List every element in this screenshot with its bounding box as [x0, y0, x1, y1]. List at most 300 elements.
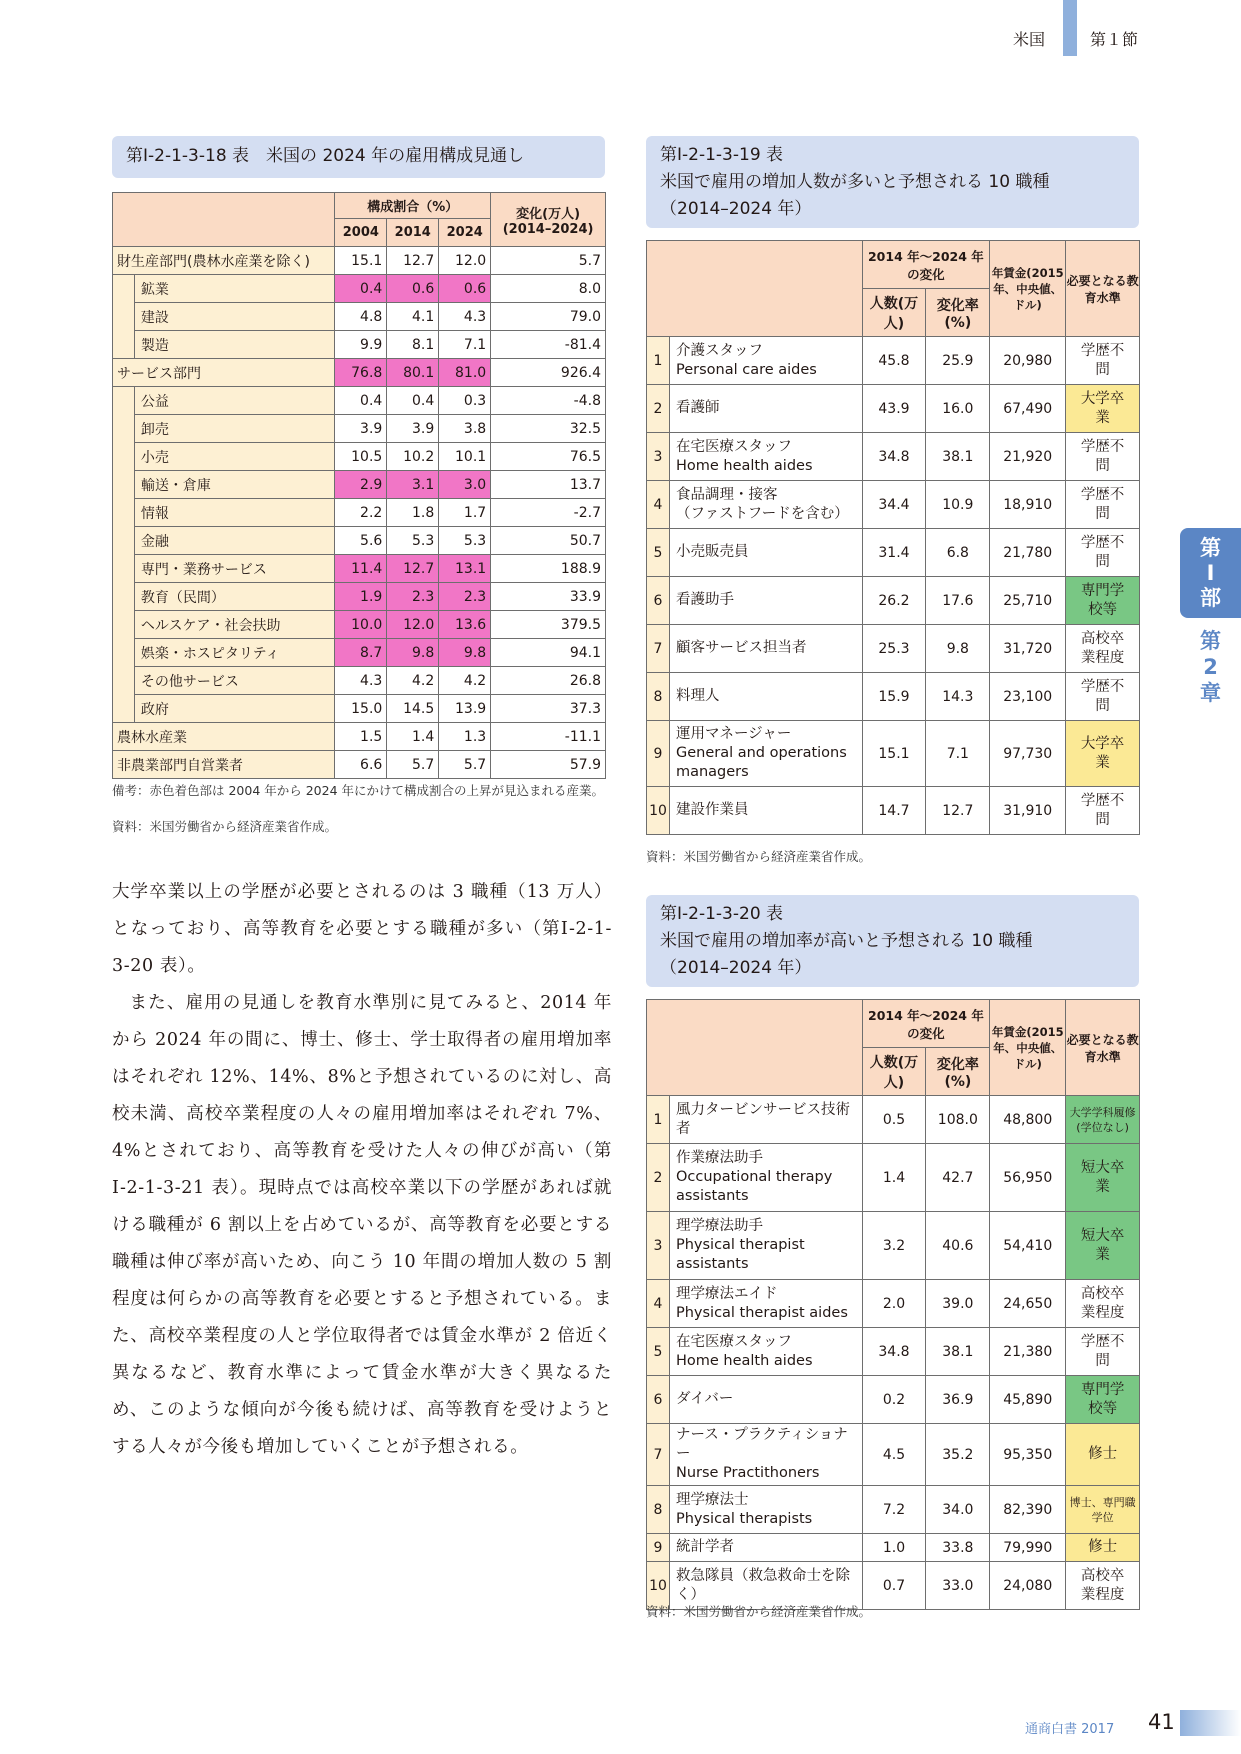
table-row [647, 1280, 1140, 1328]
education-level: 学歴不問 [1066, 481, 1140, 529]
wage-value: 24,650 [990, 1280, 1066, 1328]
wage-value: 18,910 [990, 481, 1066, 529]
indent-cell [113, 471, 135, 499]
table-row [647, 433, 1140, 481]
persons-value: 25.3 [862, 625, 926, 673]
share-value: 3.8 [439, 415, 491, 443]
table18-year: 2014 [387, 219, 439, 247]
wage-value: 21,380 [990, 1328, 1066, 1376]
rank-number: 8 [647, 673, 670, 721]
persons-value: 3.2 [862, 1212, 926, 1280]
share-value: 7.1 [439, 331, 491, 359]
rate-value: 35.2 [926, 1424, 990, 1486]
share-value: 9.9 [335, 331, 387, 359]
wage-value: 25,710 [990, 577, 1066, 625]
table20-corner [647, 1000, 863, 1096]
side-chapter-char: 章 [1200, 681, 1221, 705]
row-label: その他サービス [134, 667, 334, 695]
persons-value: 45.8 [862, 337, 926, 385]
rate-value: 12.7 [926, 787, 990, 835]
share-value: 4.2 [439, 667, 491, 695]
change-value: 32.5 [491, 415, 606, 443]
job-name-line: Physical therapist assistants [675, 1237, 805, 1272]
table-row [647, 481, 1140, 529]
table-row [647, 337, 1140, 385]
education-level: 学歴不問 [1066, 529, 1140, 577]
indent-cell [113, 695, 135, 723]
persons-value: 7.2 [862, 1486, 926, 1534]
persons-value: 0.5 [862, 1096, 926, 1144]
share-value: 4.3 [439, 303, 491, 331]
share-value: 1.5 [335, 723, 387, 751]
education-level: 高校卒業程度 [1066, 1280, 1140, 1328]
row-label: 卸売 [134, 415, 334, 443]
indent-cell [113, 415, 135, 443]
rank-number: 4 [647, 481, 670, 529]
share-value: 10.5 [335, 443, 387, 471]
wage-value: 24,080 [990, 1562, 1066, 1610]
job-name-line: 顧客サービス担当者 [675, 640, 807, 656]
rank-number: 9 [647, 1534, 670, 1562]
row-label: 財生産部門(農林水産業を除く) [113, 247, 335, 275]
share-value: 3.9 [387, 415, 439, 443]
share-value: 4.1 [387, 303, 439, 331]
share-value: 1.7 [439, 499, 491, 527]
caption-line: （2014–2024 年） [660, 958, 812, 978]
persons-value: 15.9 [862, 673, 926, 721]
job-name [669, 673, 862, 721]
job-name-line: Home health aides [675, 1352, 813, 1369]
share-value: 4.3 [335, 667, 387, 695]
header-country: 米国 [1013, 30, 1046, 49]
share-value: 14.5 [387, 695, 439, 723]
indent-cell [113, 499, 135, 527]
rank-number: 3 [647, 1212, 670, 1280]
change-value: -4.8 [491, 387, 606, 415]
share-value: 12.7 [387, 247, 439, 275]
page-number: 41 [1148, 1710, 1175, 1734]
rank-number: 1 [647, 337, 670, 385]
table-row [113, 443, 606, 471]
rate-value: 38.1 [926, 1328, 990, 1376]
share-value: 1.4 [387, 723, 439, 751]
job-name-line: 作業療法助手 [675, 1150, 763, 1166]
indent-cell [113, 303, 135, 331]
table-row [647, 1534, 1140, 1562]
table20-source: 資料：米国労働省から経済産業省作成。 [646, 1604, 872, 1619]
change-head-line: (2014–2024) [502, 221, 594, 237]
change-value: 26.8 [491, 667, 606, 695]
table19-corner [647, 241, 863, 337]
share-value: 1.8 [387, 499, 439, 527]
rate-value: 34.0 [926, 1486, 990, 1534]
job-name-line: 小売販売員 [675, 544, 749, 560]
table-row [113, 331, 606, 359]
table-row [113, 555, 606, 583]
persons-value: 1.0 [862, 1534, 926, 1562]
rate-value: 25.9 [926, 337, 990, 385]
education-level: 学歴不問 [1066, 787, 1140, 835]
change-value: 5.7 [491, 247, 606, 275]
job-name [669, 529, 862, 577]
education-level: 修士 [1066, 1534, 1140, 1562]
persons-value: 0.7 [862, 1562, 926, 1610]
persons-value: 15.1 [862, 721, 926, 787]
wage-value: 21,920 [990, 433, 1066, 481]
rate-value: 9.8 [926, 625, 990, 673]
share-value: 5.7 [439, 751, 491, 779]
job-name-line: Physical therapists [675, 1510, 813, 1527]
table-row [647, 673, 1140, 721]
job-name-line: Occupational therapy assistants [675, 1169, 833, 1204]
share-value: 12.0 [387, 611, 439, 639]
table20-head-rate: 変化率(%) [926, 1048, 990, 1096]
rate-value: 108.0 [926, 1096, 990, 1144]
table-row [647, 721, 1140, 787]
share-value: 13.9 [439, 695, 491, 723]
wage-value: 82,390 [990, 1486, 1066, 1534]
wage-value: 31,720 [990, 625, 1066, 673]
share-value: 3.1 [387, 471, 439, 499]
share-value: 12.7 [387, 555, 439, 583]
indent-cell [113, 527, 135, 555]
share-value: 15.0 [335, 695, 387, 723]
indent-cell [113, 275, 135, 303]
share-value: 76.8 [335, 359, 387, 387]
job-name [669, 385, 862, 433]
share-value: 5.3 [439, 527, 491, 555]
table18-source: 資料：米国労働省から経済産業省作成。 [112, 819, 338, 834]
share-value: 11.4 [335, 555, 387, 583]
caption-line: 米国で雇用の増加率が高いと予想される 10 職種 [660, 931, 1033, 951]
share-value: 3.0 [439, 471, 491, 499]
wage-value: 21,780 [990, 529, 1066, 577]
job-name-line: Physical therapist aides [675, 1304, 848, 1321]
share-value: 6.6 [335, 751, 387, 779]
table-row [113, 527, 606, 555]
indent-cell [113, 555, 135, 583]
share-value: 9.8 [439, 639, 491, 667]
persons-value: 43.9 [862, 385, 926, 433]
job-name-line: 救急隊員（救急救命士を除く） [675, 1567, 850, 1603]
table-row [113, 695, 606, 723]
share-value: 5.7 [387, 751, 439, 779]
share-value: 81.0 [439, 359, 491, 387]
job-name-line: Personal care aides [675, 361, 817, 378]
education-level: 専門学校等 [1066, 577, 1140, 625]
share-value: 4.2 [387, 667, 439, 695]
table-row [647, 1212, 1140, 1280]
wage-value: 79,990 [990, 1534, 1066, 1562]
table18-note: 備考：赤色着色部は 2004 年から 2024 年にかけて構成割合の上昇が見込まれる産業。 [112, 783, 605, 798]
body-text [112, 874, 612, 1466]
share-value: 10.2 [387, 443, 439, 471]
education-level: 専門学校等 [1066, 1376, 1140, 1424]
caption-line: 米国で雇用の増加人数が多いと予想される 10 職種 [660, 172, 1050, 192]
rank-number: 7 [647, 1424, 670, 1486]
row-label: 小売 [134, 443, 334, 471]
rank-number: 6 [647, 1376, 670, 1424]
table-row [647, 1096, 1140, 1144]
job-name [669, 787, 862, 835]
share-value: 0.4 [335, 387, 387, 415]
row-label: 娯楽・ホスピタリティ [134, 639, 334, 667]
rate-value: 33.0 [926, 1562, 990, 1610]
job-name-line: 建設作業員 [675, 802, 749, 818]
job-name-line: 看護助手 [675, 592, 734, 608]
job-name [669, 1424, 862, 1486]
job-name [669, 1144, 862, 1212]
row-label: 金融 [134, 527, 334, 555]
table19-head-wage: 年賃金(2015 年、中央値、ドル) [990, 241, 1066, 337]
education-level: 修士 [1066, 1424, 1140, 1486]
table18 [112, 192, 606, 779]
job-name-line: 理学療法エイド [675, 1285, 778, 1302]
row-label: サービス部門 [113, 359, 335, 387]
rate-value: 39.0 [926, 1280, 990, 1328]
job-name-line: Home health aides [675, 457, 813, 474]
job-name [669, 337, 862, 385]
rate-value: 16.0 [926, 385, 990, 433]
body-paragraph: 大学卒業以上の学歴が必要とされるのは 3 職種（13 万人）となっており、高等教育を必要とする職種が多い（第Ⅰ-2-1-3-20 表）。 [112, 882, 612, 976]
persons-value: 0.2 [862, 1376, 926, 1424]
rank-number: 9 [647, 721, 670, 787]
rate-value: 42.7 [926, 1144, 990, 1212]
education-level: 学歴不問 [1066, 1328, 1140, 1376]
side-part-char: Ⅰ [1206, 560, 1215, 585]
table-row [647, 787, 1140, 835]
wage-value: 20,980 [990, 337, 1066, 385]
row-label: ヘルスケア・社会扶助 [134, 611, 334, 639]
row-label: 製造 [134, 331, 334, 359]
rate-value: 6.8 [926, 529, 990, 577]
job-name-line: ナース・プラクティショナー [675, 1427, 848, 1462]
job-name-line: 在宅医療スタッフ [675, 1333, 792, 1350]
share-value: 4.8 [335, 303, 387, 331]
job-name [669, 433, 862, 481]
share-value: 9.8 [387, 639, 439, 667]
table18-col-group: 構成割合（%） [335, 193, 491, 219]
change-head-line: 変化(万人) [516, 206, 581, 222]
job-name [669, 1096, 862, 1144]
wage-value: 54,410 [990, 1212, 1066, 1280]
rate-value: 38.1 [926, 433, 990, 481]
table-row [647, 529, 1140, 577]
education-level: 短大卒業 [1066, 1212, 1140, 1280]
share-value: 10.1 [439, 443, 491, 471]
education-level: 高校卒業程度 [1066, 625, 1140, 673]
change-value: 13.7 [491, 471, 606, 499]
rate-value: 17.6 [926, 577, 990, 625]
education-level: 大学卒業 [1066, 721, 1140, 787]
share-value: 80.1 [387, 359, 439, 387]
table-row [647, 1486, 1140, 1534]
share-value: 0.6 [439, 275, 491, 303]
education-level: 学歴不問 [1066, 433, 1140, 481]
share-value: 8.1 [387, 331, 439, 359]
share-value: 0.4 [335, 275, 387, 303]
table18-year: 2004 [335, 219, 387, 247]
share-value: 2.2 [335, 499, 387, 527]
persons-value: 2.0 [862, 1280, 926, 1328]
indent-cell [113, 639, 135, 667]
table-row [113, 471, 606, 499]
body-paragraph: また、雇用の見通しを教育水準別に見てみると、2014 年から 2024 年の間に、博士、修士、学士取得者の雇用増加率はそれぞれ 12%、14%、8%と予想されているのに対し、高校未満、高校卒業程度の人々の雇用増加率はそれぞれ 7%、4%とされており、高等教育を受けた人々の伸びが高い（第Ⅰ-2-1-3-21 表）。現時点では高校卒業以下の学歴があれば就ける職種が 6 割以上を占めているが、高等教育を必要とする職種は伸び率が高いため、向こう 10 年間の増加人数の 5 割程度は何らかの高等教育を必要とすると予想されている。また、高校卒業程度の人と学位取得者では賃金水準が 2 倍近く異なるなど、教育水準によって賃金水準が大きく異なるため、このような傾向が今後も続けば、高等教育を受けようとする人々が今後も増加していくことが予想される。 [112, 993, 612, 1457]
share-value: 5.6 [335, 527, 387, 555]
wage-value: 67,490 [990, 385, 1066, 433]
rank-number: 10 [647, 787, 670, 835]
job-name [669, 1486, 862, 1534]
table-row [113, 667, 606, 695]
row-label: 鉱業 [134, 275, 334, 303]
share-value: 1.9 [335, 583, 387, 611]
share-value: 2.3 [439, 583, 491, 611]
table-row [113, 611, 606, 639]
table20-head-period: 2014 年〜2024 年の変化 [862, 1000, 990, 1048]
table-row [113, 303, 606, 331]
job-name [669, 577, 862, 625]
rank-number: 5 [647, 1328, 670, 1376]
wage-value: 31,910 [990, 787, 1066, 835]
share-value: 0.3 [439, 387, 491, 415]
table-row [113, 499, 606, 527]
indent-cell [113, 611, 135, 639]
job-name [669, 1212, 862, 1280]
rank-number: 1 [647, 1096, 670, 1144]
footer-label: 通商白書 2017 [1025, 1722, 1115, 1737]
change-value: -2.7 [491, 499, 606, 527]
persons-value: 14.7 [862, 787, 926, 835]
side-chapter-char: 2 [1203, 655, 1218, 679]
share-value: 15.1 [335, 247, 387, 275]
rank-number: 2 [647, 385, 670, 433]
education-level: 学歴不問 [1066, 337, 1140, 385]
job-name-line: Nurse Practithoners [675, 1465, 820, 1481]
table19-head-period: 2014 年〜2024 年の変化 [862, 241, 990, 289]
side-tab-part [1180, 528, 1241, 618]
side-part-char: 第 [1200, 535, 1221, 560]
education-level: 大学卒業 [1066, 385, 1140, 433]
indent-cell [113, 443, 135, 471]
table20-head-edu: 必要となる教育水準 [1066, 1000, 1140, 1096]
rank-number: 8 [647, 1486, 670, 1534]
change-value: 188.9 [491, 555, 606, 583]
change-value: -11.1 [491, 723, 606, 751]
persons-value: 4.5 [862, 1424, 926, 1486]
table-row [113, 275, 606, 303]
wage-value: 97,730 [990, 721, 1066, 787]
row-label: 公益 [134, 387, 334, 415]
persons-value: 34.4 [862, 481, 926, 529]
change-value: 50.7 [491, 527, 606, 555]
table-row [647, 1424, 1140, 1486]
change-value: 379.5 [491, 611, 606, 639]
change-value: 76.5 [491, 443, 606, 471]
education-level: 学歴不問 [1066, 673, 1140, 721]
table20 [646, 999, 1140, 1610]
footer-bar [1180, 1710, 1241, 1736]
table19-head-rate: 変化率(%) [926, 289, 990, 337]
persons-value: 34.8 [862, 433, 926, 481]
persons-value: 31.4 [862, 529, 926, 577]
change-value: 37.3 [491, 695, 606, 723]
rate-value: 10.9 [926, 481, 990, 529]
side-tab-chapter [1183, 628, 1238, 706]
table19-head-persons: 人数(万人) [862, 289, 926, 337]
table18-change-head [491, 193, 606, 247]
change-value: 8.0 [491, 275, 606, 303]
table19-caption [646, 136, 1139, 228]
change-value: 33.9 [491, 583, 606, 611]
row-label: 非農業部門自営業者 [113, 751, 335, 779]
indent-cell [113, 331, 135, 359]
indent-cell [113, 583, 135, 611]
job-name-line: 運用マネージャー [675, 726, 792, 742]
table-row [647, 385, 1140, 433]
side-part-char: 部 [1200, 585, 1221, 610]
rank-number: 7 [647, 625, 670, 673]
persons-value: 1.4 [862, 1144, 926, 1212]
share-value: 3.9 [335, 415, 387, 443]
wage-value: 56,950 [990, 1144, 1066, 1212]
table-row [113, 247, 606, 275]
table-row [647, 1376, 1140, 1424]
share-value: 2.3 [387, 583, 439, 611]
caption-line: 第Ⅰ-2-1-3-20 表 [660, 904, 784, 924]
table19-head-edu: 必要となる教育水準 [1066, 241, 1140, 337]
side-chapter-char: 第 [1200, 629, 1221, 653]
rank-number: 3 [647, 433, 670, 481]
rate-value: 33.8 [926, 1534, 990, 1562]
job-name [669, 1534, 862, 1562]
rank-number: 4 [647, 1280, 670, 1328]
table-row [113, 387, 606, 415]
change-value: 94.1 [491, 639, 606, 667]
table18-corner [113, 193, 335, 247]
indent-cell [113, 667, 135, 695]
rate-value: 14.3 [926, 673, 990, 721]
persons-value: 34.8 [862, 1328, 926, 1376]
job-name [669, 1280, 862, 1328]
row-label: 農林水産業 [113, 723, 335, 751]
share-value: 13.1 [439, 555, 491, 583]
rank-number: 10 [647, 1562, 670, 1610]
table-row [647, 1328, 1140, 1376]
change-value: 79.0 [491, 303, 606, 331]
change-value: 926.4 [491, 359, 606, 387]
row-label: 輸送・倉庫 [134, 471, 334, 499]
rank-number: 2 [647, 1144, 670, 1212]
job-name-line: 食品調理・接客 [675, 486, 778, 503]
table20-caption [646, 895, 1139, 987]
rate-value: 7.1 [926, 721, 990, 787]
share-value: 1.3 [439, 723, 491, 751]
job-name-line: （ファストフードを含む） [675, 505, 849, 522]
share-value: 0.6 [387, 275, 439, 303]
rate-value: 36.9 [926, 1376, 990, 1424]
wage-value: 95,350 [990, 1424, 1066, 1486]
education-level: 高校卒業程度 [1066, 1562, 1140, 1610]
job-name-line: 料理人 [675, 688, 720, 704]
job-name [669, 1376, 862, 1424]
table18-year: 2024 [439, 219, 491, 247]
job-name [669, 481, 862, 529]
education-level: 短大卒業 [1066, 1144, 1140, 1212]
header-section: 第１節 [1090, 30, 1139, 49]
education-level: 大学学科履修(学位なし) [1066, 1096, 1140, 1144]
indent-cell [113, 387, 135, 415]
table19 [646, 240, 1140, 835]
